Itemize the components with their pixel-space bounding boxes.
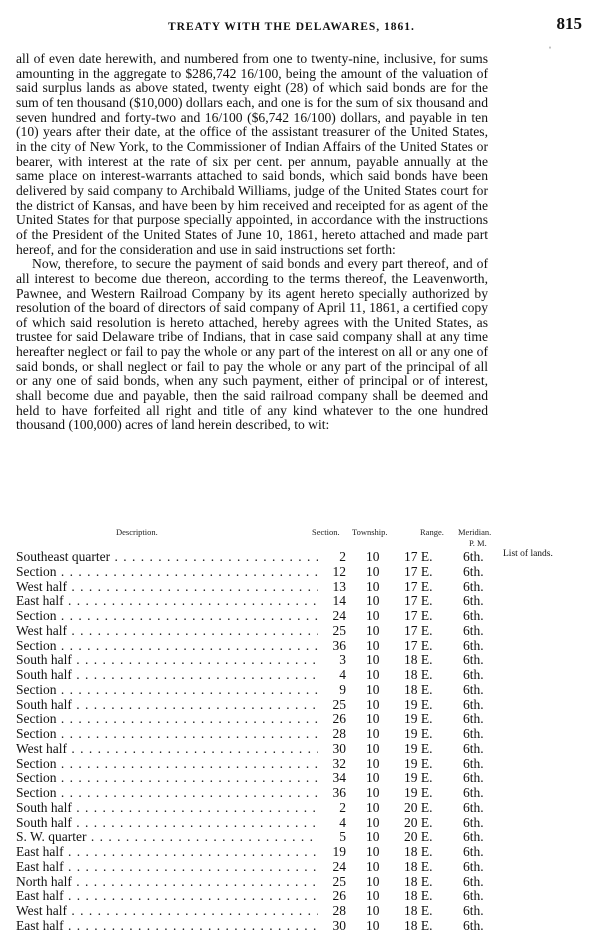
header-pm: P. M. <box>469 538 487 548</box>
row-meridian: 6th. <box>463 770 484 786</box>
row-section: 25 <box>332 696 346 712</box>
row-meridian: 6th. <box>463 637 484 653</box>
row-township: 10 <box>366 563 380 579</box>
row-range: 17 E. <box>404 593 433 609</box>
row-section: 12 <box>332 563 346 579</box>
row-description: West half . . . <box>16 624 318 639</box>
row-meridian: 6th. <box>463 696 484 712</box>
table-row <box>16 875 502 890</box>
row-range: 19 E. <box>404 770 433 786</box>
row-meridian: 6th. <box>463 844 484 859</box>
row-range: 20 E. <box>404 829 433 845</box>
row-township: 10 <box>366 681 380 697</box>
header-description: Description. <box>116 527 158 537</box>
row-range: 18 E. <box>404 858 433 874</box>
row-section: 4 <box>339 814 346 830</box>
table-row <box>16 698 502 713</box>
header-section: Section. <box>312 527 340 537</box>
row-description: South half . . . <box>16 668 318 683</box>
row-meridian: 6th. <box>463 652 484 668</box>
row-township: 10 <box>366 549 380 564</box>
paragraph-security: Now, therefore, to secure the payment of said bonds and every part thereof, and of all interest to become due thereon, according to the terms thereof, the Leavenworth, Pawnee, and Western Railroad Company by its agent hereto specially authorized by resolution of the board of directors of said company of April 11, 1861, a certified copy of which said resolution is hereto attached, hereby agrees with the United States, as trustee for said Delaware tribe of Indians, that in case said company shall at any time hereafter neglect or fail to pay the whole or any part of the interest on all or any one of said bonds, or shall neglect or fail to pay the whole or any part of the principal of all or any one of said bonds, when any such payment, either of principal or of interest, shall become due and payable, then the said railroad company shall be deemed and held to have forfeited all right and title of any kind whatever to the one hundred thousand (100,000) acres of land herein described, to wit: <box>16 256 488 433</box>
table-row <box>16 845 502 860</box>
table-row <box>16 550 502 565</box>
row-meridian: 6th. <box>463 858 484 874</box>
row-range: 18 E. <box>404 888 433 904</box>
row-range: 18 E. <box>404 873 433 889</box>
table-row <box>16 830 502 845</box>
row-meridian: 6th. <box>463 888 484 904</box>
row-range: 18 E. <box>404 667 433 682</box>
running-head: TREATY WITH THE DELAWARES, 1861. <box>168 21 415 33</box>
table-row <box>16 757 502 772</box>
row-section: 14 <box>332 593 346 609</box>
row-section: 36 <box>332 637 346 653</box>
table-row <box>16 889 502 904</box>
row-description: Section . . . <box>16 639 318 654</box>
table-row <box>16 565 502 580</box>
row-section: 26 <box>332 711 346 727</box>
row-description: West half . . . <box>16 904 318 919</box>
row-range: 19 E. <box>404 696 433 712</box>
row-section: 25 <box>332 622 346 638</box>
row-meridian: 6th. <box>463 917 484 933</box>
table-row <box>16 683 502 698</box>
table-row <box>16 786 502 801</box>
table-row <box>16 919 502 934</box>
row-township: 10 <box>366 652 380 668</box>
row-description: Section . . . <box>16 565 318 580</box>
row-meridian: 6th. <box>463 622 484 638</box>
table-row <box>16 624 502 639</box>
row-township: 10 <box>366 755 380 771</box>
row-meridian: 6th. <box>463 814 484 830</box>
row-section: 30 <box>332 917 346 933</box>
header-township: Township. <box>352 527 388 537</box>
row-description: South half . . . <box>16 816 318 831</box>
row-description: Section . . . <box>16 757 318 772</box>
row-description: South half . . . <box>16 698 318 713</box>
header-range: Range. <box>420 527 444 537</box>
table-row <box>16 904 502 919</box>
row-description: Section . . . <box>16 683 318 698</box>
row-meridian: 6th. <box>463 578 484 594</box>
row-meridian: 6th. <box>463 873 484 889</box>
row-section: 13 <box>332 578 346 594</box>
row-range: 19 E. <box>404 726 433 741</box>
table-row <box>16 801 502 816</box>
row-township: 10 <box>366 622 380 638</box>
row-section: 26 <box>332 888 346 904</box>
row-meridian: 6th. <box>463 608 484 623</box>
table-row <box>16 580 502 595</box>
row-range: 17 E. <box>404 608 433 623</box>
row-township: 10 <box>366 667 380 682</box>
row-section: 24 <box>332 858 346 874</box>
row-range: 17 E. <box>404 563 433 579</box>
row-township: 10 <box>366 593 380 609</box>
row-description: East half . . . <box>16 845 318 860</box>
row-section: 30 <box>332 740 346 756</box>
row-section: 36 <box>332 785 346 800</box>
page-header <box>0 14 600 49</box>
row-range: 18 E. <box>404 844 433 859</box>
land-table-header <box>16 527 504 551</box>
row-range: 20 E. <box>404 799 433 815</box>
page-number: 815 <box>556 14 582 33</box>
row-description: Section . . . <box>16 786 318 801</box>
row-description: East half . . . <box>16 860 318 875</box>
row-description: Southeast quarter . . . <box>16 550 318 565</box>
row-section: 19 <box>332 844 346 859</box>
row-township: 10 <box>366 578 380 594</box>
row-township: 10 <box>366 726 380 741</box>
row-range: 18 E. <box>404 903 433 918</box>
row-description: South half . . . <box>16 653 318 668</box>
table-row <box>16 727 502 742</box>
row-township: 10 <box>366 829 380 845</box>
row-meridian: 6th. <box>463 667 484 682</box>
table-row <box>16 594 502 609</box>
row-township: 10 <box>366 873 380 889</box>
table-row <box>16 742 502 757</box>
row-description: West half . . . <box>16 742 318 757</box>
row-range: 20 E. <box>404 814 433 830</box>
row-township: 10 <box>366 814 380 830</box>
row-section: 25 <box>332 873 346 889</box>
row-range: 17 E. <box>404 637 433 653</box>
table-row <box>16 712 502 727</box>
row-township: 10 <box>366 711 380 727</box>
row-township: 10 <box>366 844 380 859</box>
row-township: 10 <box>366 785 380 800</box>
row-description: S. W. quarter . . . <box>16 830 318 845</box>
row-description: Section . . . <box>16 771 318 786</box>
row-section: 28 <box>332 726 346 741</box>
row-section: 2 <box>339 549 346 564</box>
row-section: 28 <box>332 903 346 918</box>
row-section: 34 <box>332 770 346 786</box>
row-meridian: 6th. <box>463 593 484 609</box>
row-description: South half . . . <box>16 801 318 816</box>
row-meridian: 6th. <box>463 563 484 579</box>
row-meridian: 6th. <box>463 755 484 771</box>
row-description: Section . . . <box>16 727 318 742</box>
row-meridian: 6th. <box>463 711 484 727</box>
margin-tick-mark: ˌ <box>548 35 552 49</box>
treaty-body-text <box>16 52 488 433</box>
row-range: 18 E. <box>404 681 433 697</box>
table-row <box>16 668 502 683</box>
row-section: 4 <box>339 667 346 682</box>
row-township: 10 <box>366 799 380 815</box>
row-range: 19 E. <box>404 755 433 771</box>
table-row <box>16 653 502 668</box>
row-description: East half . . . <box>16 889 318 904</box>
row-section: 5 <box>339 829 346 845</box>
row-description: Section . . . <box>16 712 318 727</box>
row-meridian: 6th. <box>463 681 484 697</box>
row-meridian: 6th. <box>463 785 484 800</box>
row-township: 10 <box>366 858 380 874</box>
row-township: 10 <box>366 903 380 918</box>
row-meridian: 6th. <box>463 903 484 918</box>
row-description: East half . . . <box>16 919 318 934</box>
row-range: 17 E. <box>404 578 433 594</box>
row-township: 10 <box>366 608 380 623</box>
table-row <box>16 639 502 654</box>
row-meridian: 6th. <box>463 549 484 564</box>
row-range: 18 E. <box>404 917 433 933</box>
row-township: 10 <box>366 888 380 904</box>
paragraph-bonds: all of even date herewith, and numbered from one to twenty-nine, inclusive, for sums amounting in the aggregate to $286,742 16/100, being the amount of the valuation of said surplus lands as above stated, twenty eight (28) of which said bonds are for the sum of ten thousand ($10,000) dollars each, and one is for the sum of six thousand and seven hundred and forty-two and 16/100 ($6,742 16/100) dollars, and payable in ten (10) years after their date, at the office of the assistant treasurer of the United States, in the city of New York, to the Commissioner of Indian Affairs of the United States or bearer, with interest at the rate of six per cent. per annum, payable annually at the same place on interest-warrants attached to said bonds, which said bonds have been delivered by said company to Archibald Williams, judge of the United States court for the district of Kansas, and have been by him received and receipted for as agent of the United States for that purpose specially appointed, in accordance with the instructions of the President of the United States of June 10, 1861, hereto attached and made part hereof, and for the consideration and use in said instructions set forth: <box>16 51 488 257</box>
row-description: North half . . . <box>16 875 318 890</box>
row-township: 10 <box>366 696 380 712</box>
table-row <box>16 816 502 831</box>
table-row <box>16 609 502 624</box>
row-description: Section . . . <box>16 609 318 624</box>
margin-note: List of lands. <box>503 549 553 559</box>
row-section: 24 <box>332 608 346 623</box>
row-range: 19 E. <box>404 740 433 756</box>
row-meridian: 6th. <box>463 799 484 815</box>
row-range: 18 E. <box>404 652 433 668</box>
row-section: 2 <box>339 799 346 815</box>
table-row <box>16 771 502 786</box>
row-township: 10 <box>366 740 380 756</box>
row-range: 17 E. <box>404 549 433 564</box>
row-description: East half . . . <box>16 594 318 609</box>
row-section: 9 <box>339 681 346 697</box>
row-meridian: 6th. <box>463 726 484 741</box>
row-description: West half . . . <box>16 580 318 595</box>
row-section: 32 <box>332 755 346 771</box>
header-meridian: Meridian. <box>458 527 492 537</box>
land-table <box>16 550 502 934</box>
row-range: 19 E. <box>404 785 433 800</box>
row-township: 10 <box>366 917 380 933</box>
row-section: 3 <box>339 652 346 668</box>
table-row <box>16 860 502 875</box>
row-meridian: 6th. <box>463 740 484 756</box>
row-range: 19 E. <box>404 711 433 727</box>
row-township: 10 <box>366 637 380 653</box>
row-meridian: 6th. <box>463 829 484 845</box>
row-township: 10 <box>366 770 380 786</box>
row-range: 17 E. <box>404 622 433 638</box>
